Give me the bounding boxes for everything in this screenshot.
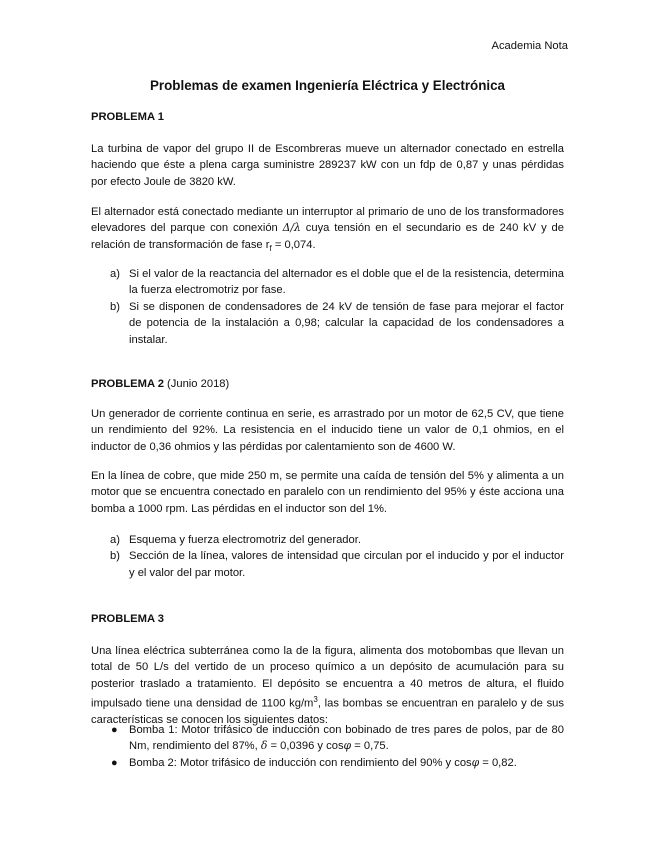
- problem-1-heading: PROBLEMA 1: [91, 111, 164, 123]
- list-item: [91, 755, 564, 771]
- phi-symbol: φ: [343, 739, 352, 753]
- list-item-text: Si se disponen de condensadores de 24 kV de tensión de fase para mejorar el factor de potencia de la instalación a 0,98; calcular la capacidad de los condensadores a instalar.: [129, 300, 564, 346]
- slip-symbol: δ: [260, 739, 268, 753]
- list-marker: a): [110, 268, 120, 280]
- list-item: [91, 532, 564, 548]
- list-item: [91, 299, 564, 348]
- pump-2-text-b: = 0,82.: [479, 756, 517, 769]
- pump-1-text-a: Bomba 1: Motor trifásico de inducción con bobinado de tres pares de polos, par de 80 Nm, rendimiento del 87%,: [129, 724, 564, 753]
- problem-1-paragraph-2-text-b: cuya tensión en el secundario es de 240 kV y de relación de transformación de fase r: [91, 222, 564, 251]
- problem-2-questions: [91, 532, 564, 581]
- list-item: [91, 548, 564, 581]
- list-item: [91, 722, 564, 755]
- list-item-text: Esquema y fuerza electromotriz del generador.: [129, 534, 361, 546]
- connection-symbol: Δ/λ: [282, 221, 301, 235]
- document-title: Problemas de examen Ingeniería Eléctrica y Electrónica: [149, 78, 505, 93]
- bullet-icon: ●: [111, 756, 118, 769]
- list-item: [91, 266, 564, 299]
- problem-1-paragraph-2-text-c: = 0,074.: [271, 238, 316, 251]
- phi-symbol: φ: [471, 755, 480, 769]
- problem-1-paragraph-1: La turbina de vapor del grupo II de Escombreras mueve un alternador conectado en estrella haciendo que éste a plena carga suministre 289237 kW con un fdp de 0,87 y unas pérdidas por efecto Joule de 3820 kW.: [91, 143, 564, 188]
- list-marker: a): [110, 534, 120, 546]
- pump-1-text-b: = 0,0396 y cos: [267, 740, 344, 753]
- problem-1-paragraph-2: [91, 204, 564, 257]
- problem-3-pump-list: [91, 722, 564, 771]
- problem-2-paragraph-2: En la línea de cobre, que mide 250 m, se permite una caída de tensión del 5% y alimenta a un motor que se encuentra conectado en paralelo con un rendimiento del 95% y éste acciona una bomba a 1000 rpm. Las pérdidas en el inductor son del 1%.: [91, 470, 564, 515]
- problem-1-questions: [91, 266, 564, 348]
- problem-2-heading-text: PROBLEMA 2: [91, 378, 164, 390]
- list-item-text: Sección de la línea, valores de intensidad que circulan por el inducido y por el inductor y el valor del par motor.: [129, 550, 564, 579]
- problem-2-date-note: (Junio 2018): [167, 378, 230, 390]
- list-item-text: Si el valor de la reactancia del alternador es el doble que el de la resistencia, determina la fuerza electromotriz por fase.: [129, 268, 564, 297]
- bullet-icon: ●: [111, 724, 118, 736]
- cubic-superscript: 3: [313, 695, 318, 705]
- header-organization: Academia Nota: [491, 40, 568, 52]
- pump-1-text-c: = 0,75.: [351, 740, 389, 753]
- ratio-subscript: f: [269, 244, 272, 254]
- problem-3-paragraph-1-text-a: Una línea eléctrica subterránea como la de la figura, alimenta dos motobombas que llevan un total de 50 L/s del vertido de un proceso químico a un depósito de acumulación para su posterior traslado a tratamiento. El depósito se encuentra a 40 metros de altura, el fluido impulsado tiene una densidad de 1100 kg/m: [91, 645, 564, 710]
- problem-3-paragraph-1-text-b: , las bombas se encuentran en paralelo y de sus características se conocen los siguientes datos:: [91, 697, 564, 727]
- problem-3-paragraph-1: [91, 643, 564, 729]
- problem-3-heading: PROBLEMA 3: [91, 613, 164, 625]
- pump-2-text-a: Bomba 2: Motor trifásico de inducción con rendimiento del 90% y cos: [129, 756, 472, 769]
- problem-1-paragraph-2-text-a: El alternador está conectado mediante un interruptor al primario de uno de los transformadores elevadores del parque con conexión: [91, 206, 564, 235]
- problem-2-paragraph-1: Un generador de corriente continua en serie, es arrastrado por un motor de 62,5 CV, que tiene un rendimiento del 92%. La resistencia en el inducido tiene un valor de 0,1 ohmios, en el inductor de 0,36 ohmios y las pérdidas por calentamiento son de 4600 W.: [91, 408, 564, 453]
- list-marker: b): [110, 550, 120, 563]
- problem-2-heading: [91, 376, 229, 392]
- list-marker: b): [110, 300, 120, 313]
